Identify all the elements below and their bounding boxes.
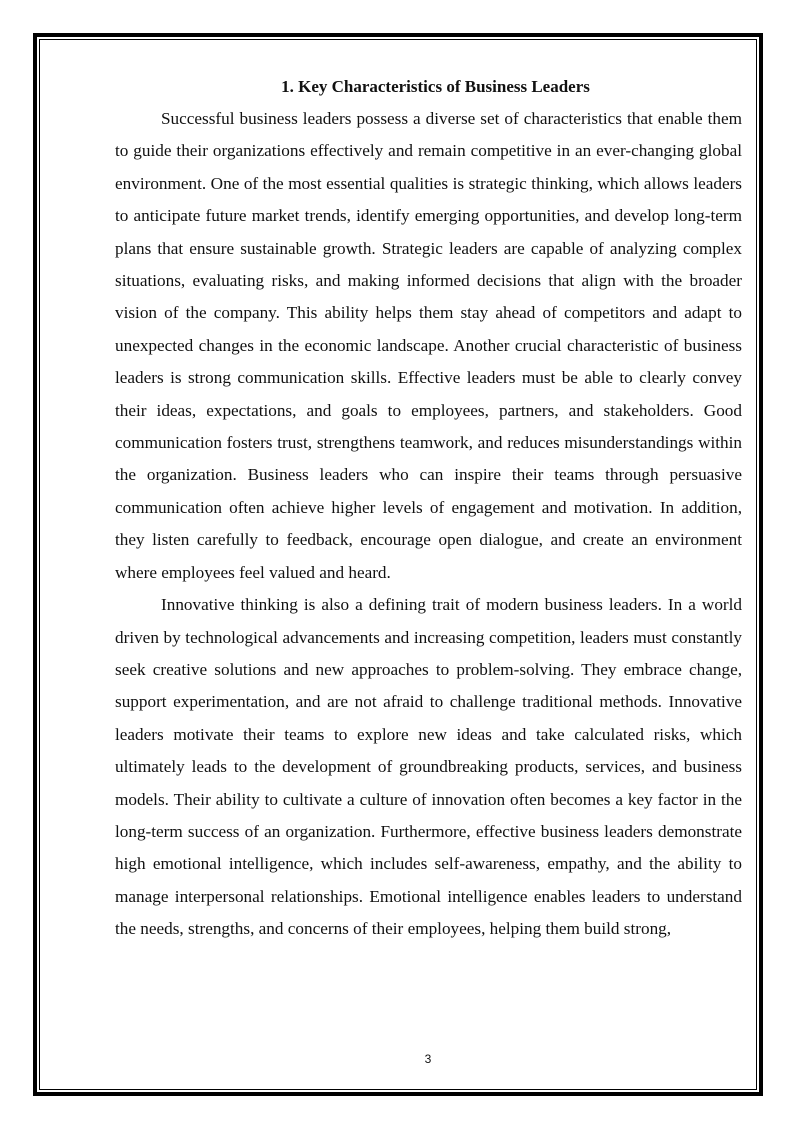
section-heading: 1. Key Characteristics of Business Leaders (281, 77, 590, 96)
body-paragraph-1: Successful business leaders possess a diverse set of characteristics that enable them to guide their organizations effectively and remain competitive in an ever-changing global environment. One of the most essential qualities is strategic thinking, which allows leaders to anticipate future market trends, identify emerging opportunities, and develop long-term plans that ensure sustainable growth. Strategic leaders are capable of analyzing complex situations, evaluating risks, and making informed decisions that align with the broader vision of the company. This ability helps them stay ahead of competitors and adapt to unexpected changes in the economic landscape. Another crucial characteristic of business leaders is strong communication skills. Effective leaders must be able to clearly convey their ideas, expectations, and goals to employees, partners, and stakeholders. Good communication fosters trust, strengthens teamwork, and reduces misunderstandings within the organization. Business leaders who can inspire their teams through persuasive communication often achieve higher levels of engagement and motivation. In addition, they listen carefully to feedback, encourage open dialogue, and create an environment where employees feel valued and heard. (115, 109, 742, 582)
document-body (115, 74, 742, 946)
body-paragraph-2: Innovative thinking is also a defining trait of modern business leaders. In a world driven by technological advancements and increasing competition, leaders must constantly seek creative solutions and new approaches to problem-solving. They embrace change, support experimentation, and are not afraid to challenge traditional methods. Innovative leaders motivate their teams to explore new ideas and take calculated risks, which ultimately leads to the development of groundbreaking products, services, and business models. Their ability to cultivate a culture of innovation often becomes a key factor in the long-term success of an organization. Furthermore, effective business leaders demonstrate high emotional intelligence, which includes self-awareness, empathy, and the ability to manage interpersonal relationships. Emotional intelligence enables leaders to understand the needs, strengths, and concerns of their employees, helping them build strong, (115, 595, 742, 939)
page-number: 3 (424, 1052, 432, 1066)
